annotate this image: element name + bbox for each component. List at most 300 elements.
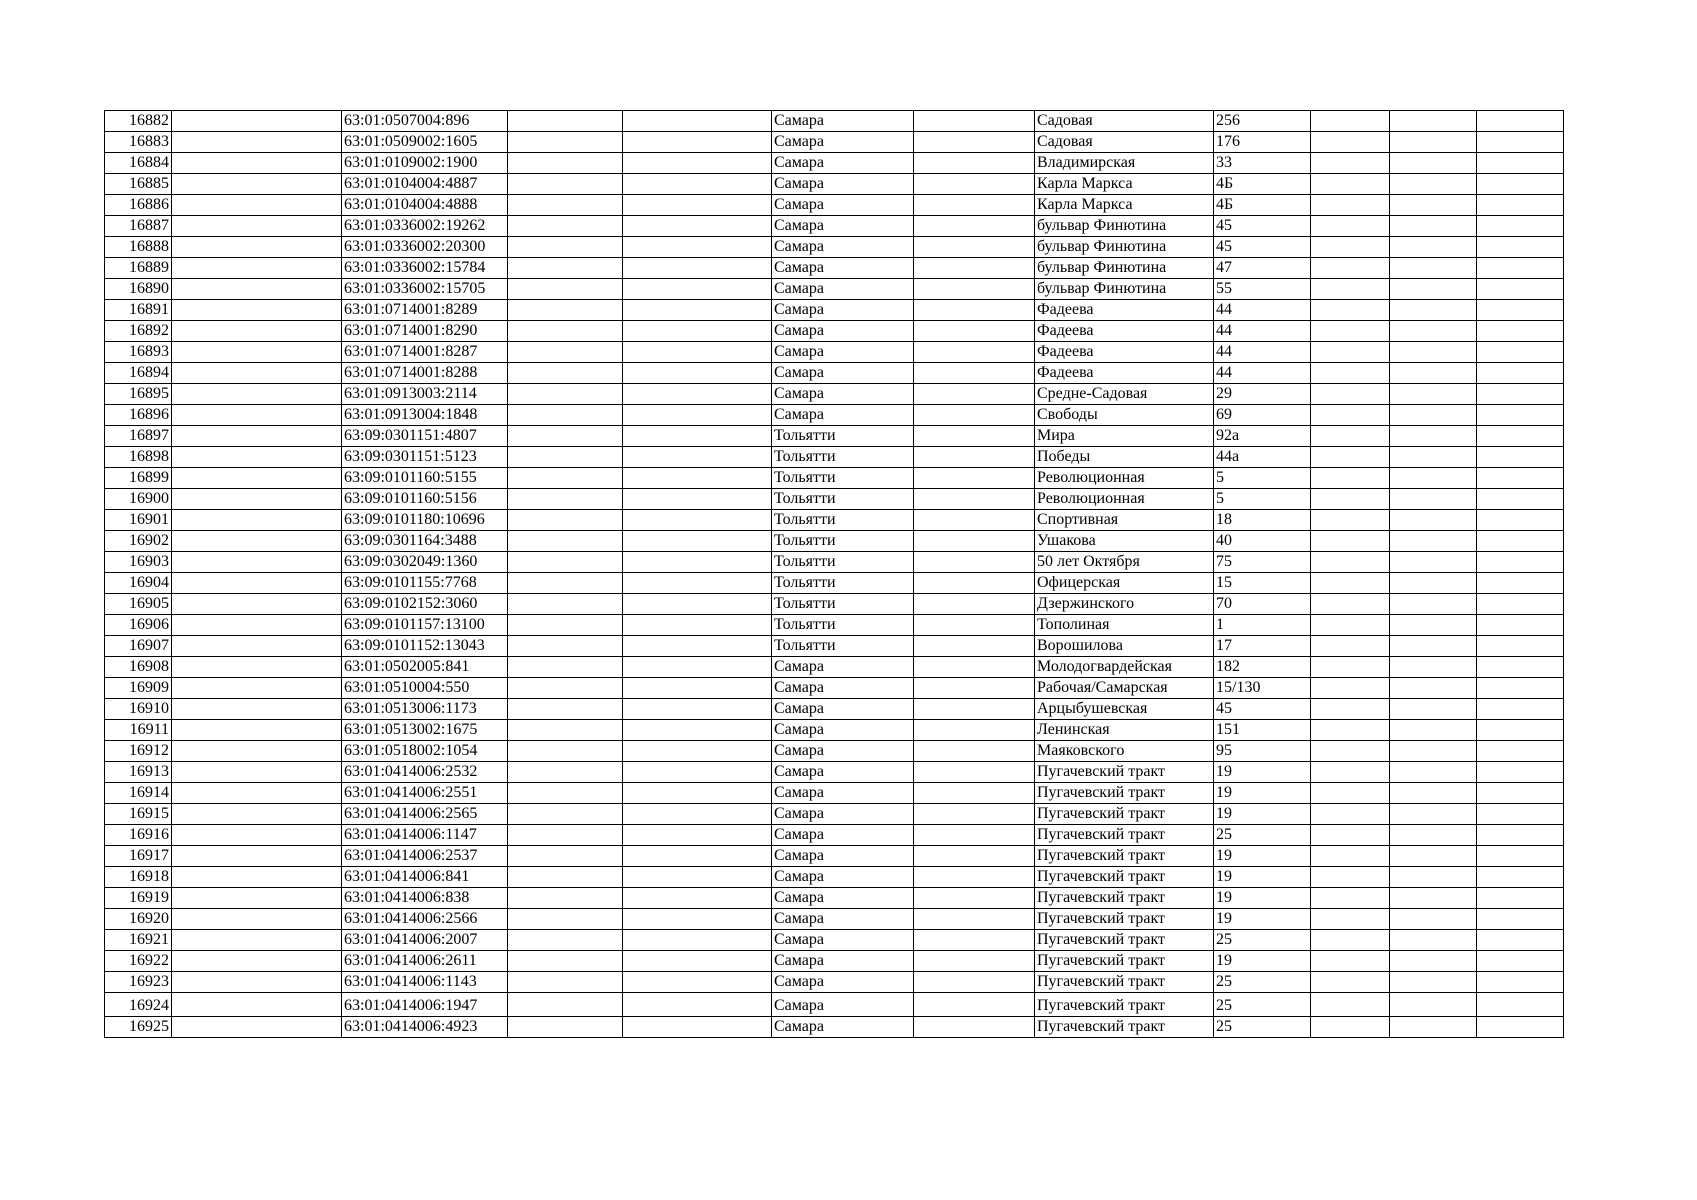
city-cell: Самара <box>772 909 914 930</box>
empty-cell-k <box>1390 678 1477 699</box>
empty-cell-e <box>623 258 772 279</box>
table-row <box>105 1017 1564 1038</box>
table-row <box>105 741 1564 762</box>
cadastral-number-cell: 63:01:0414006:838 <box>342 888 508 909</box>
city-cell: Тольятти <box>772 636 914 657</box>
empty-cell-b <box>172 972 342 993</box>
empty-cell-j <box>1311 657 1390 678</box>
empty-cell-k <box>1390 384 1477 405</box>
empty-cell-j <box>1311 615 1390 636</box>
empty-cell-l <box>1477 804 1564 825</box>
city-cell: Тольятти <box>772 489 914 510</box>
city-cell: Самара <box>772 846 914 867</box>
cadastral-number-cell: 63:01:0714001:8288 <box>342 363 508 384</box>
empty-cell-l <box>1477 825 1564 846</box>
empty-cell-l <box>1477 1017 1564 1038</box>
empty-cell-j <box>1311 993 1390 1017</box>
empty-cell-k <box>1390 909 1477 930</box>
empty-cell-k <box>1390 615 1477 636</box>
table-row <box>105 195 1564 216</box>
city-cell: Тольятти <box>772 468 914 489</box>
empty-cell-d <box>508 489 623 510</box>
empty-cell-b <box>172 594 342 615</box>
empty-cell-b <box>172 657 342 678</box>
empty-cell-d <box>508 363 623 384</box>
empty-cell-b <box>172 636 342 657</box>
cadastral-number-cell: 63:01:0336002:15784 <box>342 258 508 279</box>
empty-cell-d <box>508 510 623 531</box>
empty-cell-g <box>914 237 1035 258</box>
row-number-cell: 16905 <box>105 594 172 615</box>
street-cell: Победы <box>1035 447 1214 468</box>
empty-cell-g <box>914 426 1035 447</box>
empty-cell-d <box>508 573 623 594</box>
city-cell: Самара <box>772 342 914 363</box>
empty-cell-b <box>172 804 342 825</box>
empty-cell-k <box>1390 846 1477 867</box>
empty-cell-b <box>172 363 342 384</box>
empty-cell-g <box>914 699 1035 720</box>
city-cell: Самара <box>772 972 914 993</box>
table-row <box>105 300 1564 321</box>
empty-cell-d <box>508 993 623 1017</box>
empty-cell-d <box>508 594 623 615</box>
row-number-cell: 16887 <box>105 216 172 237</box>
house-number-cell: 19 <box>1214 804 1311 825</box>
empty-cell-k <box>1390 342 1477 363</box>
street-cell: Фадеева <box>1035 342 1214 363</box>
street-cell: Фадеева <box>1035 300 1214 321</box>
row-number-cell: 16889 <box>105 258 172 279</box>
empty-cell-k <box>1390 888 1477 909</box>
empty-cell-g <box>914 258 1035 279</box>
street-cell: Революционная <box>1035 468 1214 489</box>
empty-cell-d <box>508 783 623 804</box>
city-cell: Самара <box>772 111 914 132</box>
cadastral-number-cell: 63:01:0913003:2114 <box>342 384 508 405</box>
city-cell: Самара <box>772 825 914 846</box>
empty-cell-d <box>508 132 623 153</box>
street-cell: Пугачевский тракт <box>1035 825 1214 846</box>
cadastral-number-cell: 63:01:0414006:2551 <box>342 783 508 804</box>
empty-cell-e <box>623 930 772 951</box>
empty-cell-k <box>1390 993 1477 1017</box>
empty-cell-b <box>172 762 342 783</box>
house-number-cell: 44 <box>1214 321 1311 342</box>
empty-cell-b <box>172 867 342 888</box>
house-number-cell: 19 <box>1214 909 1311 930</box>
empty-cell-d <box>508 153 623 174</box>
cadastral-number-cell: 63:01:0109002:1900 <box>342 153 508 174</box>
empty-cell-b <box>172 174 342 195</box>
empty-cell-b <box>172 699 342 720</box>
empty-cell-b <box>172 258 342 279</box>
cadastral-number-cell: 63:09:0301151:4807 <box>342 426 508 447</box>
street-cell: Садовая <box>1035 132 1214 153</box>
empty-cell-d <box>508 930 623 951</box>
row-number-cell: 16914 <box>105 783 172 804</box>
empty-cell-k <box>1390 321 1477 342</box>
empty-cell-l <box>1477 531 1564 552</box>
cadastral-number-cell: 63:01:0414006:2007 <box>342 930 508 951</box>
empty-cell-g <box>914 615 1035 636</box>
house-number-cell: 70 <box>1214 594 1311 615</box>
city-cell: Тольятти <box>772 552 914 573</box>
empty-cell-d <box>508 678 623 699</box>
empty-cell-b <box>172 384 342 405</box>
empty-cell-k <box>1390 363 1477 384</box>
empty-cell-e <box>623 783 772 804</box>
row-number-cell: 16919 <box>105 888 172 909</box>
empty-cell-g <box>914 762 1035 783</box>
empty-cell-g <box>914 342 1035 363</box>
empty-cell-j <box>1311 762 1390 783</box>
empty-cell-e <box>623 342 772 363</box>
empty-cell-l <box>1477 132 1564 153</box>
empty-cell-l <box>1477 909 1564 930</box>
empty-cell-l <box>1477 510 1564 531</box>
empty-cell-k <box>1390 489 1477 510</box>
empty-cell-e <box>623 489 772 510</box>
street-cell: Пугачевский тракт <box>1035 804 1214 825</box>
empty-cell-b <box>172 531 342 552</box>
row-number-cell: 16896 <box>105 405 172 426</box>
city-cell: Самара <box>772 930 914 951</box>
table-row <box>105 153 1564 174</box>
empty-cell-j <box>1311 510 1390 531</box>
row-number-cell: 16895 <box>105 384 172 405</box>
empty-cell-g <box>914 510 1035 531</box>
empty-cell-g <box>914 552 1035 573</box>
empty-cell-j <box>1311 258 1390 279</box>
city-cell: Самара <box>772 804 914 825</box>
street-cell: Садовая <box>1035 111 1214 132</box>
house-number-cell: 47 <box>1214 258 1311 279</box>
house-number-cell: 45 <box>1214 237 1311 258</box>
empty-cell-g <box>914 909 1035 930</box>
empty-cell-e <box>623 111 772 132</box>
house-number-cell: 182 <box>1214 657 1311 678</box>
empty-cell-d <box>508 657 623 678</box>
street-cell: Ушакова <box>1035 531 1214 552</box>
street-cell: Пугачевский тракт <box>1035 951 1214 972</box>
empty-cell-k <box>1390 531 1477 552</box>
empty-cell-j <box>1311 489 1390 510</box>
empty-cell-d <box>508 1017 623 1038</box>
empty-cell-l <box>1477 489 1564 510</box>
city-cell: Самара <box>772 216 914 237</box>
cadastral-number-cell: 63:01:0414006:2566 <box>342 909 508 930</box>
house-number-cell: 69 <box>1214 405 1311 426</box>
empty-cell-j <box>1311 531 1390 552</box>
empty-cell-l <box>1477 258 1564 279</box>
house-number-cell: 95 <box>1214 741 1311 762</box>
house-number-cell: 151 <box>1214 720 1311 741</box>
empty-cell-d <box>508 615 623 636</box>
row-number-cell: 16924 <box>105 993 172 1017</box>
empty-cell-k <box>1390 552 1477 573</box>
empty-cell-j <box>1311 384 1390 405</box>
cadastral-number-cell: 63:09:0101157:13100 <box>342 615 508 636</box>
row-number-cell: 16900 <box>105 489 172 510</box>
table-row <box>105 930 1564 951</box>
street-cell: Пугачевский тракт <box>1035 867 1214 888</box>
empty-cell-j <box>1311 195 1390 216</box>
empty-cell-g <box>914 300 1035 321</box>
empty-cell-e <box>623 867 772 888</box>
city-cell: Самара <box>772 993 914 1017</box>
empty-cell-j <box>1311 111 1390 132</box>
empty-cell-e <box>623 321 772 342</box>
city-cell: Самара <box>772 867 914 888</box>
table-row <box>105 573 1564 594</box>
empty-cell-g <box>914 363 1035 384</box>
empty-cell-g <box>914 1017 1035 1038</box>
empty-cell-b <box>172 237 342 258</box>
house-number-cell: 29 <box>1214 384 1311 405</box>
house-number-cell: 75 <box>1214 552 1311 573</box>
city-cell: Самара <box>772 657 914 678</box>
table-row <box>105 342 1564 363</box>
empty-cell-b <box>172 510 342 531</box>
empty-cell-e <box>623 300 772 321</box>
house-number-cell: 256 <box>1214 111 1311 132</box>
row-number-cell: 16886 <box>105 195 172 216</box>
empty-cell-j <box>1311 909 1390 930</box>
cadastral-number-cell: 63:09:0302049:1360 <box>342 552 508 573</box>
empty-cell-j <box>1311 174 1390 195</box>
empty-cell-b <box>172 216 342 237</box>
street-cell: Дзержинского <box>1035 594 1214 615</box>
empty-cell-d <box>508 552 623 573</box>
empty-cell-d <box>508 279 623 300</box>
empty-cell-l <box>1477 720 1564 741</box>
empty-cell-j <box>1311 300 1390 321</box>
empty-cell-k <box>1390 720 1477 741</box>
empty-cell-g <box>914 405 1035 426</box>
empty-cell-g <box>914 384 1035 405</box>
cadastral-number-cell: 63:01:0714001:8289 <box>342 300 508 321</box>
empty-cell-d <box>508 174 623 195</box>
empty-cell-k <box>1390 405 1477 426</box>
row-number-cell: 16922 <box>105 951 172 972</box>
empty-cell-d <box>508 321 623 342</box>
table-row <box>105 237 1564 258</box>
empty-cell-e <box>623 741 772 762</box>
empty-cell-b <box>172 909 342 930</box>
empty-cell-g <box>914 111 1035 132</box>
empty-cell-l <box>1477 195 1564 216</box>
street-cell: Пугачевский тракт <box>1035 888 1214 909</box>
empty-cell-l <box>1477 867 1564 888</box>
street-cell: Пугачевский тракт <box>1035 783 1214 804</box>
table-row <box>105 657 1564 678</box>
empty-cell-g <box>914 468 1035 489</box>
empty-cell-l <box>1477 552 1564 573</box>
empty-cell-d <box>508 762 623 783</box>
empty-cell-l <box>1477 615 1564 636</box>
table-row <box>105 993 1564 1017</box>
empty-cell-e <box>623 174 772 195</box>
row-number-cell: 16903 <box>105 552 172 573</box>
table-row <box>105 909 1564 930</box>
row-number-cell: 16912 <box>105 741 172 762</box>
empty-cell-b <box>172 195 342 216</box>
empty-cell-e <box>623 825 772 846</box>
empty-cell-e <box>623 993 772 1017</box>
empty-cell-g <box>914 573 1035 594</box>
empty-cell-e <box>623 804 772 825</box>
table-row <box>105 447 1564 468</box>
house-number-cell: 25 <box>1214 1017 1311 1038</box>
row-number-cell: 16882 <box>105 111 172 132</box>
house-number-cell: 5 <box>1214 489 1311 510</box>
house-number-cell: 5 <box>1214 468 1311 489</box>
empty-cell-j <box>1311 951 1390 972</box>
table-row <box>105 531 1564 552</box>
empty-cell-l <box>1477 762 1564 783</box>
empty-cell-l <box>1477 216 1564 237</box>
empty-cell-l <box>1477 342 1564 363</box>
row-number-cell: 16890 <box>105 279 172 300</box>
empty-cell-k <box>1390 279 1477 300</box>
empty-cell-l <box>1477 972 1564 993</box>
cadastral-number-cell: 63:01:0518002:1054 <box>342 741 508 762</box>
city-cell: Самара <box>772 195 914 216</box>
table-row <box>105 174 1564 195</box>
street-cell: Тополиная <box>1035 615 1214 636</box>
empty-cell-k <box>1390 783 1477 804</box>
city-cell: Тольятти <box>772 573 914 594</box>
empty-cell-b <box>172 489 342 510</box>
city-cell: Самара <box>772 405 914 426</box>
house-number-cell: 45 <box>1214 699 1311 720</box>
empty-cell-k <box>1390 216 1477 237</box>
empty-cell-d <box>508 867 623 888</box>
empty-cell-j <box>1311 153 1390 174</box>
empty-cell-e <box>623 552 772 573</box>
street-cell: Ворошилова <box>1035 636 1214 657</box>
empty-cell-e <box>623 468 772 489</box>
empty-cell-l <box>1477 636 1564 657</box>
empty-cell-e <box>623 510 772 531</box>
street-cell: Пугачевский тракт <box>1035 909 1214 930</box>
cadastral-number-cell: 63:01:0414006:1143 <box>342 972 508 993</box>
street-cell: Средне-Садовая <box>1035 384 1214 405</box>
empty-cell-j <box>1311 804 1390 825</box>
empty-cell-e <box>623 909 772 930</box>
house-number-cell: 44 <box>1214 363 1311 384</box>
empty-cell-e <box>623 762 772 783</box>
empty-cell-e <box>623 279 772 300</box>
table-body <box>105 111 1564 1038</box>
row-number-cell: 16901 <box>105 510 172 531</box>
empty-cell-l <box>1477 384 1564 405</box>
table-row <box>105 867 1564 888</box>
city-cell: Самара <box>772 153 914 174</box>
table-row <box>105 111 1564 132</box>
row-number-cell: 16920 <box>105 909 172 930</box>
empty-cell-j <box>1311 678 1390 699</box>
row-number-cell: 16897 <box>105 426 172 447</box>
row-number-cell: 16885 <box>105 174 172 195</box>
cadastral-number-cell: 63:01:0502005:841 <box>342 657 508 678</box>
city-cell: Самара <box>772 258 914 279</box>
cadastral-number-cell: 63:09:0101160:5156 <box>342 489 508 510</box>
row-number-cell: 16891 <box>105 300 172 321</box>
empty-cell-e <box>623 405 772 426</box>
house-number-cell: 44 <box>1214 342 1311 363</box>
empty-cell-l <box>1477 888 1564 909</box>
empty-cell-j <box>1311 846 1390 867</box>
row-number-cell: 16915 <box>105 804 172 825</box>
empty-cell-d <box>508 531 623 552</box>
cadastral-number-cell: 63:01:0336002:15705 <box>342 279 508 300</box>
empty-cell-l <box>1477 111 1564 132</box>
row-number-cell: 16883 <box>105 132 172 153</box>
city-cell: Самара <box>772 741 914 762</box>
empty-cell-j <box>1311 783 1390 804</box>
empty-cell-k <box>1390 699 1477 720</box>
street-cell: Карла Маркса <box>1035 195 1214 216</box>
city-cell: Самара <box>772 678 914 699</box>
empty-cell-d <box>508 720 623 741</box>
empty-cell-b <box>172 111 342 132</box>
empty-cell-g <box>914 678 1035 699</box>
empty-cell-l <box>1477 573 1564 594</box>
street-cell: Карла Маркса <box>1035 174 1214 195</box>
row-number-cell: 16902 <box>105 531 172 552</box>
empty-cell-l <box>1477 951 1564 972</box>
empty-cell-d <box>508 237 623 258</box>
street-cell: бульвар Финютина <box>1035 216 1214 237</box>
empty-cell-g <box>914 594 1035 615</box>
empty-cell-k <box>1390 951 1477 972</box>
street-cell: Молодогвардейская <box>1035 657 1214 678</box>
property-table <box>104 110 1564 1038</box>
street-cell: 50 лет Октября <box>1035 552 1214 573</box>
empty-cell-k <box>1390 468 1477 489</box>
empty-cell-b <box>172 132 342 153</box>
empty-cell-b <box>172 300 342 321</box>
empty-cell-d <box>508 426 623 447</box>
empty-cell-e <box>623 636 772 657</box>
empty-cell-j <box>1311 342 1390 363</box>
empty-cell-k <box>1390 636 1477 657</box>
empty-cell-g <box>914 657 1035 678</box>
empty-cell-l <box>1477 468 1564 489</box>
empty-cell-e <box>623 594 772 615</box>
empty-cell-b <box>172 405 342 426</box>
cadastral-number-cell: 63:01:0510004:550 <box>342 678 508 699</box>
empty-cell-d <box>508 972 623 993</box>
empty-cell-j <box>1311 447 1390 468</box>
city-cell: Самара <box>772 720 914 741</box>
empty-cell-j <box>1311 594 1390 615</box>
cadastral-number-cell: 63:01:0513002:1675 <box>342 720 508 741</box>
empty-cell-k <box>1390 867 1477 888</box>
empty-cell-e <box>623 531 772 552</box>
table-row <box>105 594 1564 615</box>
table-row <box>105 888 1564 909</box>
empty-cell-d <box>508 636 623 657</box>
table-row <box>105 510 1564 531</box>
street-cell: Спортивная <box>1035 510 1214 531</box>
empty-cell-g <box>914 195 1035 216</box>
table-row <box>105 678 1564 699</box>
empty-cell-d <box>508 447 623 468</box>
house-number-cell: 15 <box>1214 573 1311 594</box>
